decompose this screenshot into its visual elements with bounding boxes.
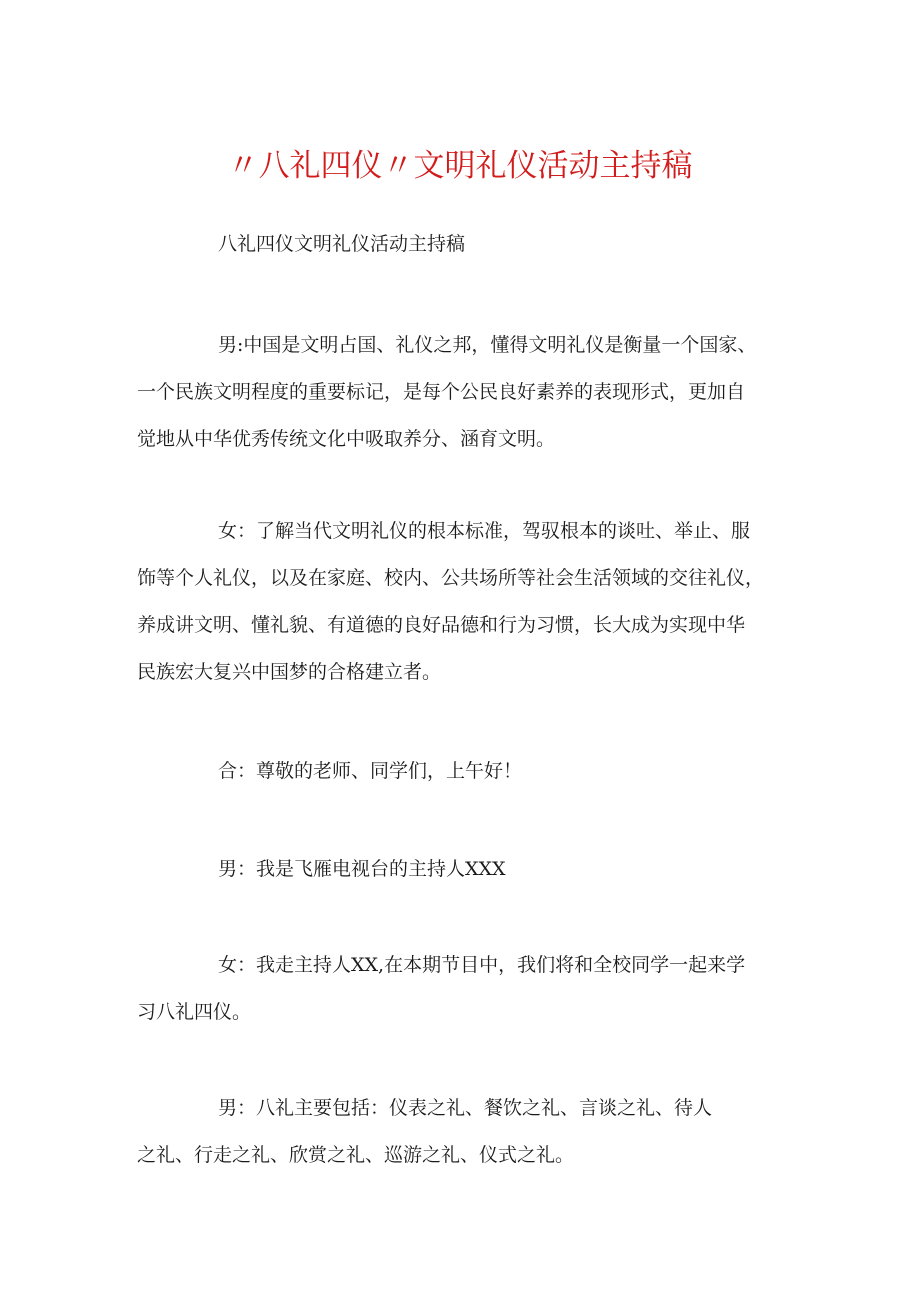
paragraph-line: 男：我是飞雁电视台的主持人XXX xyxy=(218,858,506,880)
paragraph-line: 男:中国是文明占国、礼仪之邦，懂得文明礼仪是衡量一个国家、 xyxy=(218,334,757,356)
paragraph-line: 男：八礼主要包括：仪表之礼、餐饮之礼、言谈之礼、待人 xyxy=(218,1097,713,1119)
paragraph-4 xyxy=(137,846,787,893)
paragraph-2 xyxy=(137,508,787,696)
paragraph-line: 习八礼四仪。 xyxy=(137,1001,252,1023)
paragraph-line: 之礼、行走之礼、欣赏之礼、巡游之礼、仪式之礼。 xyxy=(137,1144,575,1166)
paragraph-line: 女：了解当代文明礼仪的根本标准，驾驭根本的谈吐、举止、服 xyxy=(218,520,751,542)
paragraph-line: 养成讲文明、懂礼貌、有道德的良好品德和行为习惯，长大成为实现中华 xyxy=(137,614,746,636)
paragraph-line: 饰等个人礼仪，以及在家庭、校内、公共场所等社会生活领域的交往礼仪， xyxy=(137,567,765,589)
paragraph-6 xyxy=(137,1085,787,1179)
paragraph-line: 一个民族文明程度的重要标记，是每个公民良好素养的表现形式，更加自 xyxy=(137,381,746,403)
paragraph-line: 女：我走主持人XX,在本期节目中，我们将和全校同学一起来学 xyxy=(218,954,746,976)
document-title: 〃八礼四仪〃文明礼仪活动主持稿 xyxy=(227,148,693,184)
paragraph-line: 合：尊敬的老师、同学们，上午好！ xyxy=(218,760,523,782)
paragraph-3 xyxy=(137,748,787,795)
paragraph-1 xyxy=(137,322,787,463)
paragraph-line: 觉地从中华优秀传统文化中吸取养分、涵育文明。 xyxy=(137,428,556,450)
paragraph-5 xyxy=(137,942,787,1036)
document-subtitle: 八礼四仪文明礼仪活动主持稿 xyxy=(218,233,466,255)
paragraph-line: 民族宏大复兴中国梦的合格建立者。 xyxy=(137,661,442,683)
